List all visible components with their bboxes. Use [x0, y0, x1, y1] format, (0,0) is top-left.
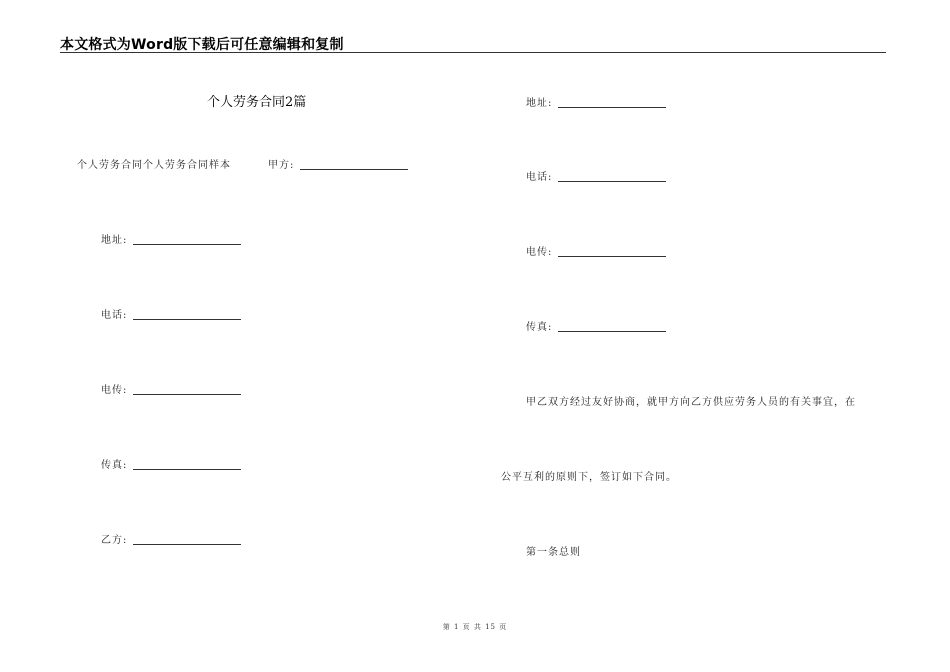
address-b-field: [526, 94, 666, 109]
telex-a-field: [101, 381, 241, 396]
intro-text: 个人劳务合同个人劳务合同样本: [77, 160, 231, 171]
header-banner: 本文格式为Word版下载后可任意编辑和复制: [60, 37, 344, 53]
agreement-paragraph-line-1: 甲乙双方经过友好协商，就甲方向乙方供应劳务人员的有关事宜，在: [526, 397, 856, 408]
address-b-label: 地址:: [526, 98, 553, 109]
phone-b-label: 电话:: [526, 172, 553, 183]
telex-a-blank: [133, 393, 241, 395]
section-heading: 第一条总则: [526, 547, 581, 558]
fax-b-field: [526, 318, 666, 333]
fax-b-blank: [558, 330, 666, 332]
fax-a-label: 传真:: [101, 460, 128, 471]
phone-a-label: 电话:: [101, 310, 128, 321]
telex-b-blank: [558, 255, 666, 257]
party-b-blank: [133, 543, 241, 545]
telex-a-label: 电传:: [101, 385, 128, 396]
telex-b-field: [526, 243, 666, 258]
party-b-field: [101, 531, 241, 546]
agreement-paragraph-line-2: 公平互利的原则下，签订如下合同。: [501, 472, 677, 483]
party-a-label: 甲方:: [268, 160, 295, 171]
document-title: 个人劳务合同2篇: [207, 95, 307, 110]
party-a-blank: [300, 168, 408, 170]
phone-b-blank: [558, 180, 666, 182]
address-b-blank: [558, 106, 666, 108]
phone-b-field: [526, 168, 666, 183]
fax-a-field: [101, 456, 241, 471]
phone-a-blank: [133, 318, 241, 320]
address-a-label: 地址:: [101, 235, 128, 246]
address-a-blank: [133, 243, 241, 245]
party-b-label: 乙方:: [101, 535, 128, 546]
fax-a-blank: [133, 468, 241, 470]
page-footer: 第 1 页 共 15 页: [442, 623, 508, 631]
address-a-field: [101, 231, 241, 246]
header-rule: [60, 52, 886, 53]
phone-a-field: [101, 306, 241, 321]
telex-b-label: 电传:: [526, 247, 553, 258]
party-a-field: [268, 156, 408, 171]
fax-b-label: 传真:: [526, 322, 553, 333]
